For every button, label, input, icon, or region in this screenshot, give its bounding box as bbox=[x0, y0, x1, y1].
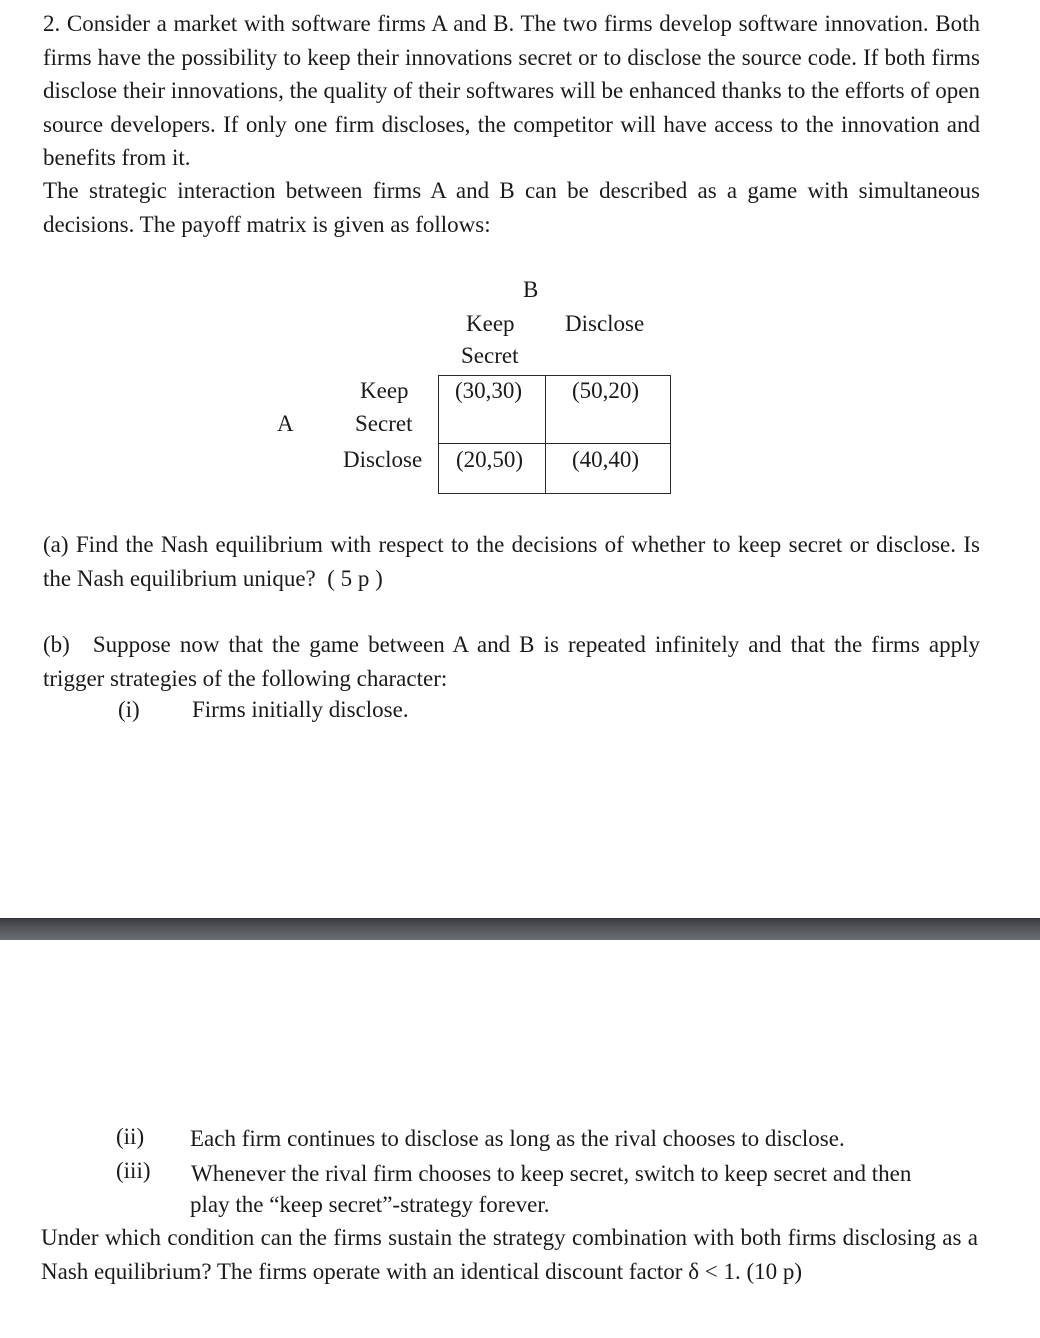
item-ii-number: (ii) bbox=[116, 1124, 145, 1149]
item-i-text: Firms initially disclose. bbox=[192, 697, 409, 722]
question-b-condition: Under which condition can the firms sustain the strategy combination with both firms disclosing as a Nash equilibrium? The firms operate with an identical discount factor δ < 1. (10 p) bbox=[41, 1225, 978, 1284]
strategic-interaction-paragraph: The strategic interaction between firms A and B can be described as a game with simultaneous decisions. The payoff matrix is given as follows: bbox=[43, 178, 980, 237]
payoff-disclose-keep: (20,50) bbox=[456, 447, 524, 472]
item-i-number: (i) bbox=[118, 697, 140, 722]
item-iii-text: Whenever the rival firm chooses to keep secret, switch to keep secret and then bbox=[191, 1161, 912, 1186]
row-label-keep: Keep bbox=[360, 378, 409, 403]
player-a-label: A bbox=[277, 411, 294, 436]
col-label-keep: Keep bbox=[466, 311, 515, 336]
payoff-keep-disclose: (50,20) bbox=[572, 378, 640, 403]
col-label-disclose: Disclose bbox=[565, 311, 645, 336]
row-label-secret: Secret bbox=[355, 411, 413, 436]
row-label-disclose: Disclose bbox=[343, 447, 423, 472]
payoff-disclose-disclose: (40,40) bbox=[572, 447, 640, 472]
problem-intro-paragraph: 2. Consider a market with software firms A and B. The two firms develop software innovation. Both firms have the possibility to keep their innovations secret or to disclose the source code. If both firms disclose their innovations, the quality of their softwares will be enhanced thanks to the efforts of open source developers. If only one firm discloses, the competitor will have access to the innovation and benefits from it. bbox=[43, 11, 980, 170]
item-ii-text: Each firm continues to disclose as long as the rival chooses to disclose. bbox=[190, 1126, 845, 1151]
item-iii-continuation: play the “keep secret”-strategy forever. bbox=[190, 1192, 550, 1217]
item-iii-number: (iii) bbox=[116, 1158, 151, 1183]
payoff-keep-keep: (30,30) bbox=[455, 378, 523, 403]
question-a: (a) Find the Nash equilibrium with respect to the decisions of whether to keep secret or disclose. Is the Nash equilibrium unique? ( 5 p ) bbox=[43, 532, 980, 591]
page-divider bbox=[0, 919, 1040, 940]
question-b: (b) Suppose now that the game between A and B is repeated infinitely and that the firms apply trigger strategies of the following character: bbox=[43, 632, 980, 691]
col-label-secret: Secret bbox=[461, 343, 519, 368]
player-b-label: B bbox=[523, 277, 539, 302]
